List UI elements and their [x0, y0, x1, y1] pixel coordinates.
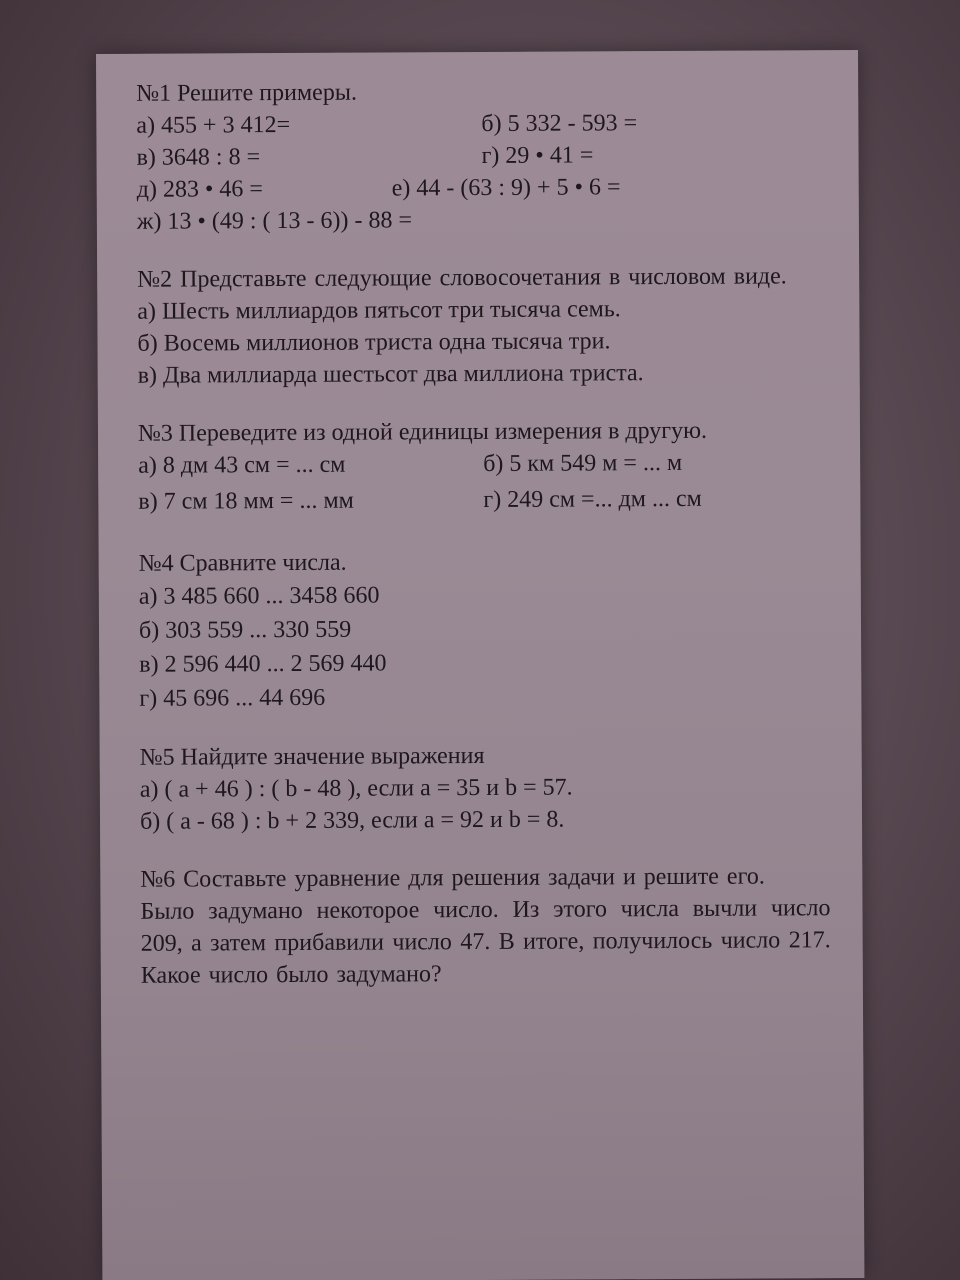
- task-1-item-a: а) 455 + 3 412=: [136, 111, 291, 139]
- task-3-title: №3 Переведите из одной единицы измерения в другую.: [137, 417, 708, 447]
- task-5: [140, 738, 830, 838]
- task-2-title: №2 Представьте следующие словосочетания в числовом виде.: [137, 263, 787, 293]
- task-3-row-2: [138, 482, 828, 522]
- task-1-item-zh: ж) 13 • (49 : ( 13 - 6)) - 88 =: [136, 207, 413, 235]
- task-1: [136, 74, 827, 238]
- task-2: [137, 260, 828, 392]
- worksheet-page: [96, 50, 864, 1280]
- task-2-item-v: в) Два миллиарда шестьсот два миллиона триста.: [137, 360, 644, 389]
- worksheet-content: [136, 74, 831, 1018]
- task-3: [138, 414, 829, 522]
- task-5-item-b: б) ( a - 68 ) : b + 2 339, если а = 92 и b = 8.: [139, 806, 565, 835]
- task-5-title: №5 Найдите значение выражения: [139, 742, 485, 771]
- task-4-title: №4 Сравните числа.: [138, 549, 347, 577]
- task-1-row-2: [136, 138, 826, 174]
- task-4-item-v: в) 2 596 440 ... 2 569 440: [139, 650, 387, 678]
- task-3-item-v: в) 7 см 18 мм = ... мм: [138, 487, 354, 515]
- task-6-text: Было задумано некоторое число. Из этого числа вычли число 209, а затем прибавили число 47. В итоге, получилось число 217. Какое число было задумано?: [140, 895, 831, 989]
- task-1-item-b: б) 5 332 - 593 =: [481, 110, 638, 137]
- task-3-row-1: [138, 446, 828, 486]
- task-6: [140, 860, 831, 992]
- task-3-item-g: г) 249 см =... дм ... см: [483, 485, 702, 513]
- task-1-row-3: [137, 170, 827, 206]
- task-1-item-e: е) 44 - (63 : 9) + 5 • 6 =: [391, 174, 621, 202]
- task-3-item-b: б) 5 км 549 м = ... м: [483, 449, 683, 477]
- task-4: [139, 544, 830, 716]
- task-4-item-a: а) 3 485 660 ... 3458 660: [138, 582, 380, 610]
- task-2-item-b: б) Восемь миллионов триста одна тысяча три.: [137, 328, 611, 357]
- task-1-item-d: д) 283 • 46 =: [136, 176, 263, 203]
- task-5-item-a: а) ( a + 46 ) : ( b - 48 ), если а = 35 и b = 57.: [139, 774, 573, 803]
- task-1-title: №1 Решите примеры.: [136, 79, 357, 107]
- task-6-title: №6 Составьте уравнение для решения задачи и решите его.: [140, 863, 765, 893]
- task-4-item-b: б) 303 559 ... 330 559: [138, 616, 352, 644]
- task-3-item-a: а) 8 дм 43 см = ... см: [138, 451, 346, 479]
- task-1-item-v: в) 3648 : 8 =: [136, 144, 261, 171]
- task-1-row-1: [136, 106, 826, 142]
- task-1-item-g: г) 29 • 41 =: [481, 142, 594, 169]
- task-2-item-a: а) Шесть миллиардов пятьсот три тысяча семь.: [137, 296, 621, 325]
- task-4-item-g: г) 45 696 ... 44 696: [139, 684, 326, 712]
